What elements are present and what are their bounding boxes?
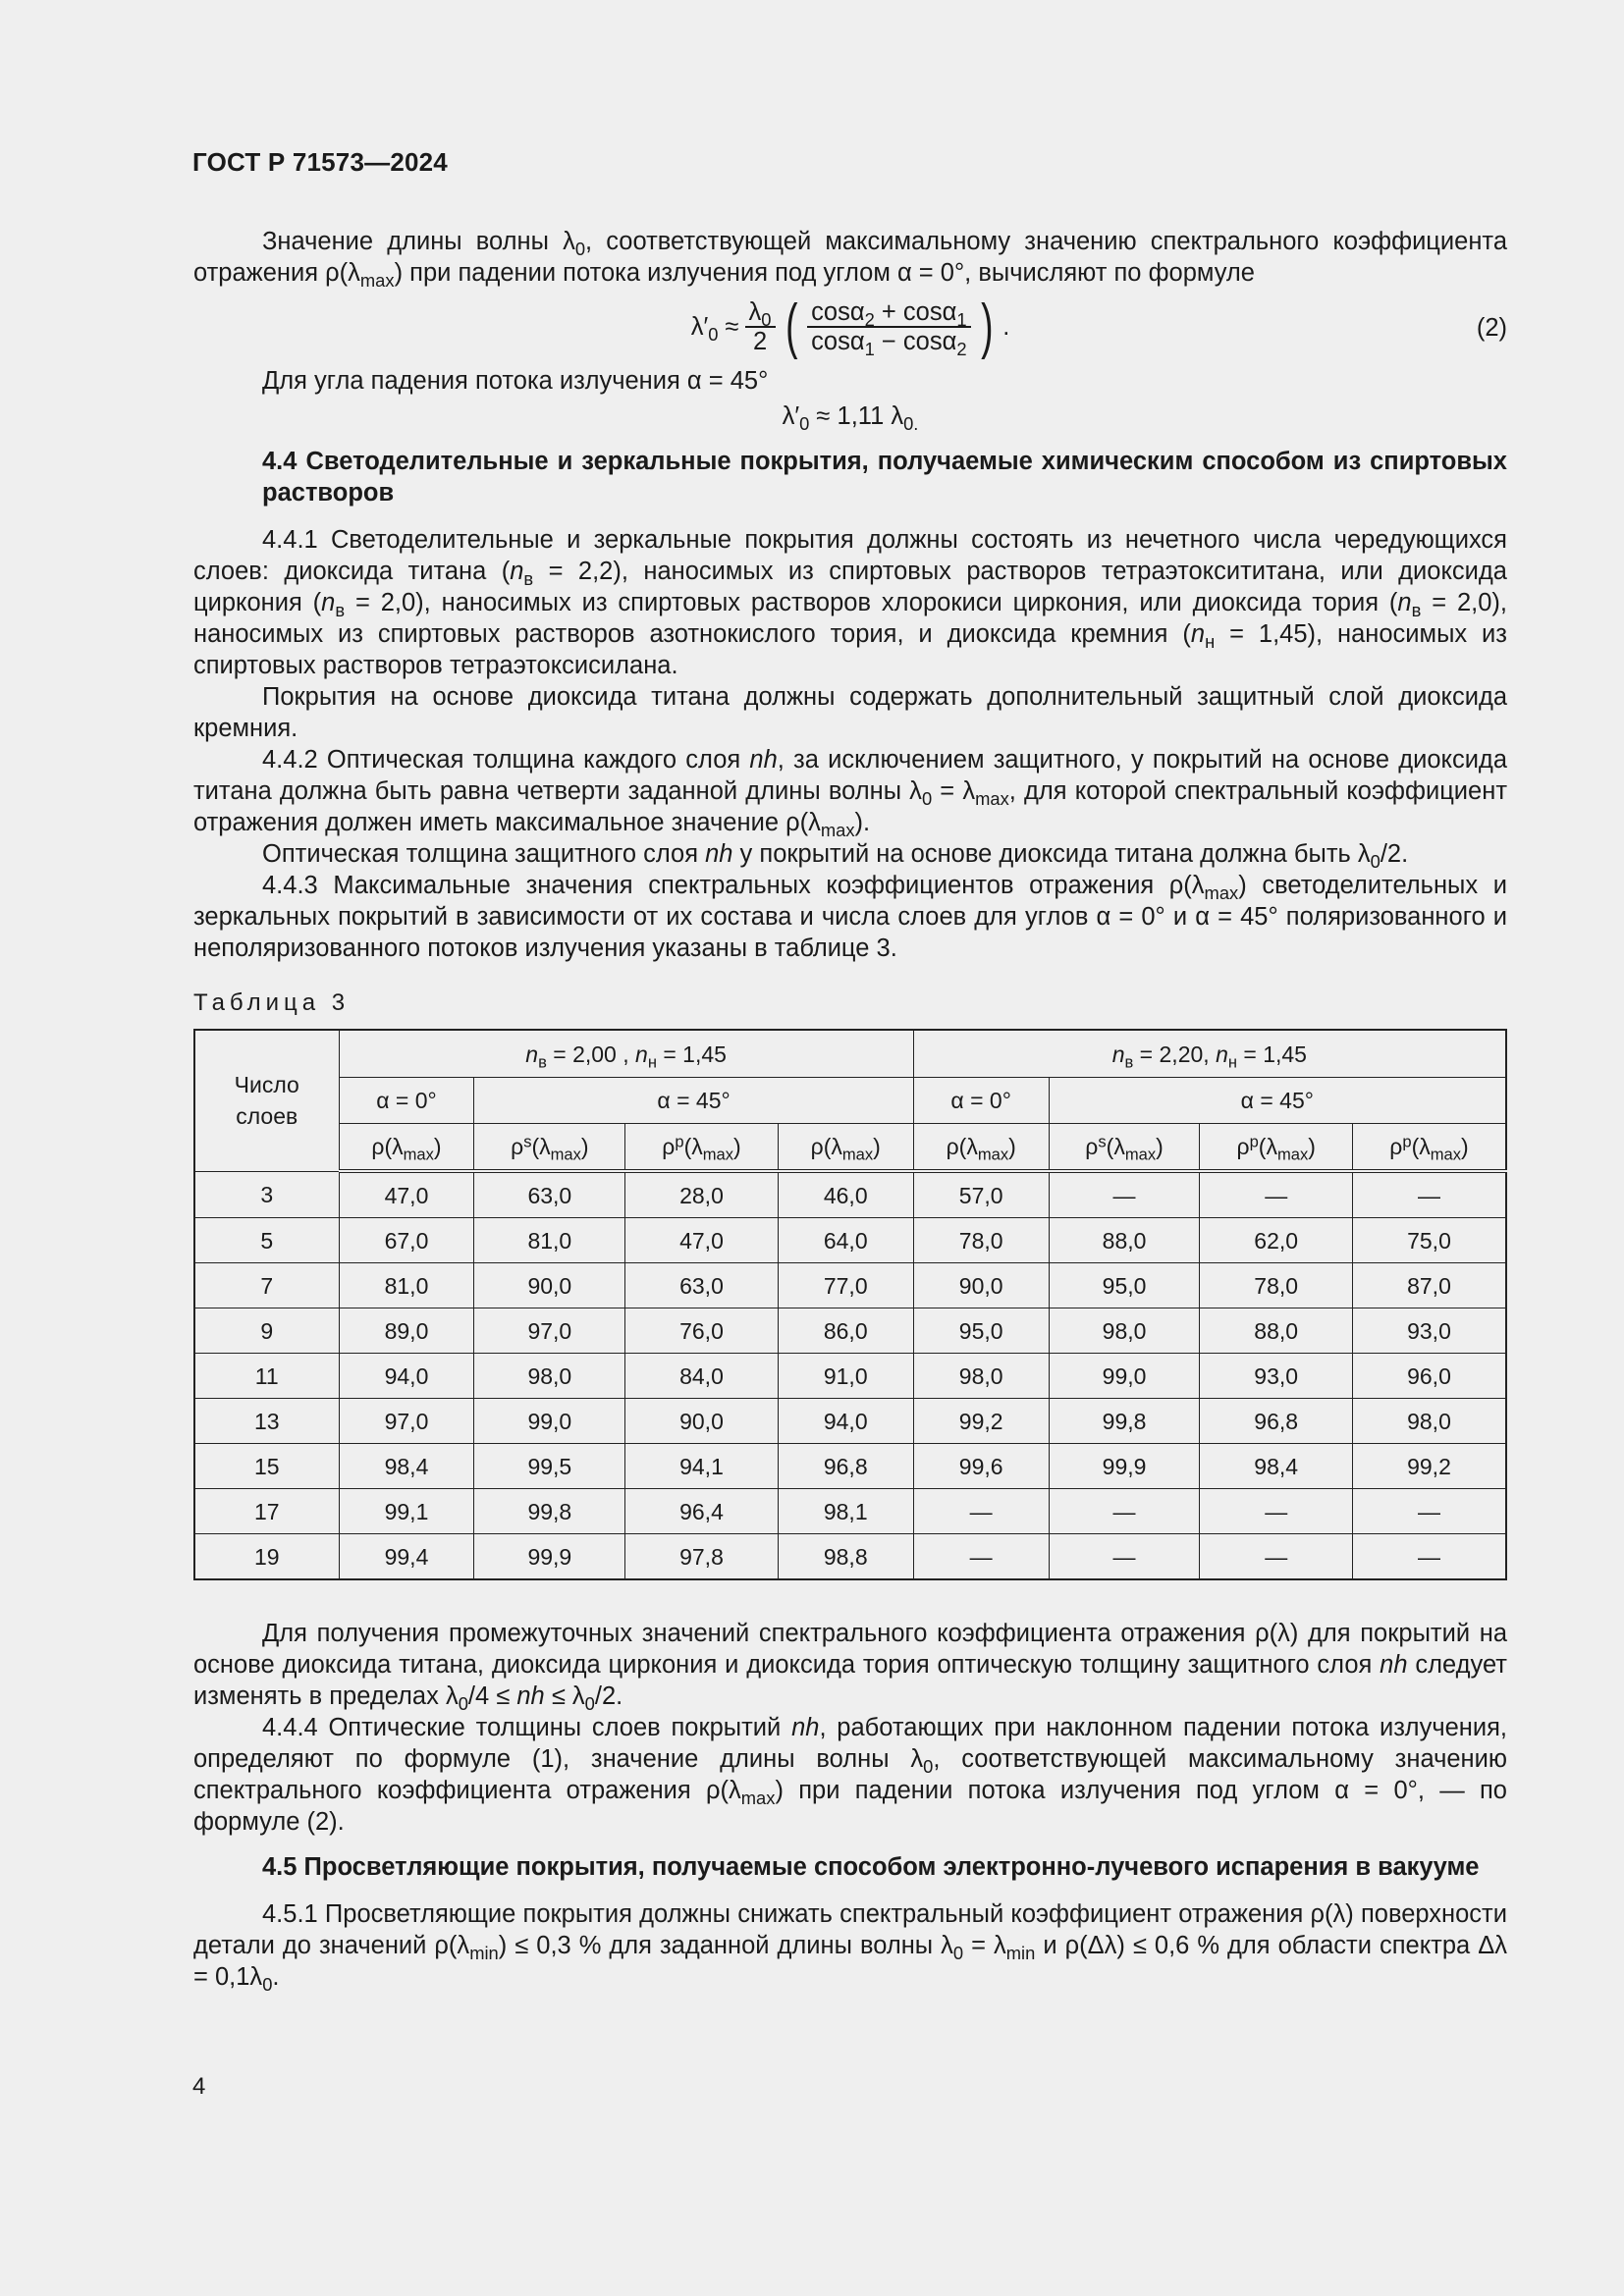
table-cell-layers: 5 [194, 1218, 339, 1263]
table-cell-value: 99,2 [1352, 1444, 1506, 1489]
table-cell-value: 97,8 [625, 1534, 779, 1580]
paragraph-4-4-3: 4.4.3 Максимальные значения спектральных коэффициентов отражения $\rho(\lambda_{max})$ светоделительных и зеркальных покрытий в зависимости от их состава и числа слоев для углов α = 0° и α = 45° поляризованного и неполяризованного потоков излучения указаны в таблице 3. [193, 872, 1507, 962]
table-cell-layers: 13 [194, 1399, 339, 1444]
table-cell-value: 99,8 [1049, 1399, 1200, 1444]
table-cell-value: 63,0 [625, 1263, 779, 1308]
table-cell-value: 94,0 [339, 1354, 474, 1399]
table-cell-value: 96,8 [778, 1444, 913, 1489]
table-cell-value: 63,0 [474, 1171, 625, 1218]
table-cell-value: 90,0 [625, 1399, 779, 1444]
section-title-4-5: 4.5 Просветляющие покрытия, получаемые способом электронно-лучевого испарения в вакууме [262, 1853, 1480, 1881]
table-cell-value: 99,9 [1049, 1444, 1200, 1489]
table-cell-value: 98,1 [778, 1489, 913, 1534]
table-cell-value: 93,0 [1352, 1308, 1506, 1354]
table-cell-value: 96,0 [1352, 1354, 1506, 1399]
table-cell-value: 99,5 [474, 1444, 625, 1489]
table-subheader: $\rho^s(\lambda_{max})$ [474, 1124, 625, 1172]
table-cell-value: — [1352, 1171, 1506, 1218]
formula-approx-45: $\lambda'_0 \approx 1,11$ $\lambda_{0.}$ [782, 402, 919, 434]
table-subheader: $\rho(\lambda_{max})$ [778, 1124, 913, 1172]
table-cell-value: 78,0 [1200, 1263, 1353, 1308]
paragraph-4-4-4: 4.4.4 Оптические толщины слоев покрытий nh, работающих при наклонном падении потока излучения, определяют по формуле (1), значение длины волны $\lambda_0$, соответствующей максимальному значению спектрального коэффициента отражения $\rho(\lambda_{max})$ при падении потока излучения под углом α = 0°, — по формуле (2). [193, 1714, 1507, 1836]
table-cell-value: 97,0 [474, 1308, 625, 1354]
formula-2: $\lambda'_0$ ≈ $\frac{\lambda_0}{2}$ ( $\frac{\cos\alpha_2 + \cos\alpha_1}{\cos\alpha_1 - \cos\alpha_2}$ ) . (2) [690, 293, 1507, 360]
table-cell-layers: 19 [194, 1534, 339, 1580]
table-cell-value: 98,4 [1200, 1444, 1353, 1489]
table-row [194, 1354, 1506, 1399]
table-row [194, 1171, 1506, 1218]
table-header-layers: Число слоев [194, 1030, 339, 1171]
table-cell-value: 76,0 [625, 1308, 779, 1354]
table-cell-value: 99,0 [474, 1399, 625, 1444]
table-cell-value: 46,0 [778, 1171, 913, 1218]
table-cell-value: 91,0 [778, 1354, 913, 1399]
table-cell-value: 67,0 [339, 1218, 474, 1263]
table-cell-value: 95,0 [913, 1308, 1049, 1354]
table-cell-value: — [1049, 1534, 1200, 1580]
table-cell-value: 90,0 [913, 1263, 1049, 1308]
paragraph-intermediate-values: Для получения промежуточных значений спектрального коэффициента отражения ρ(λ) для покрытий на основе диоксида титана, диоксида циркония и диоксида тория оптическую толщину защитного слоя nh следует изменять в пределах $\lambda_0/4$ ≤ nh ≤ $\lambda_0/2$. [193, 1620, 1507, 1714]
document-header: ГОСТ Р 71573—2024 [192, 147, 448, 177]
table-header-group-1: $n_в = 2,00$ , $n_н = 1,45$ [339, 1030, 913, 1078]
table-cell-value: — [1352, 1534, 1506, 1580]
table-cell-value: — [1200, 1171, 1353, 1218]
table-subheader: $\rho(\lambda_{max})$ [913, 1124, 1049, 1172]
table-cell-value: — [1352, 1489, 1506, 1534]
table-cell-value: 93,0 [1200, 1354, 1353, 1399]
table-caption: Таблица 3 [193, 989, 351, 1016]
table-cell-value: 87,0 [1352, 1263, 1506, 1308]
table-cell-value: 99,1 [339, 1489, 474, 1534]
table-cell-value: — [1049, 1171, 1200, 1218]
table-3 [193, 1029, 1507, 1580]
table-cell-layers: 9 [194, 1308, 339, 1354]
table-cell-value: 99,2 [913, 1399, 1049, 1444]
paragraph-4-4-2-protective: Оптическая толщина защитного слоя nh у покрытий на основе диоксида титана должна быть $\lambda_0/2$. [262, 840, 1409, 872]
paragraph-angle-45: Для угла падения потока излучения α = 45° [262, 367, 769, 395]
formula-fraction-lambda: $\frac{\lambda_0}{2}$ [745, 298, 776, 355]
table-cell-value: 47,0 [625, 1218, 779, 1263]
table-cell-value: 84,0 [625, 1354, 779, 1399]
table-cell-value: 98,0 [1352, 1399, 1506, 1444]
paragraph-4-4-1-protective: Покрытия на основе диоксида титана должны содержать дополнительный защитный слой диоксида кремния. [193, 683, 1507, 742]
table-cell-value: — [1049, 1489, 1200, 1534]
table-cell-value: 98,0 [474, 1354, 625, 1399]
document-body [193, 226, 1507, 1993]
table-cell-value: 99,4 [339, 1534, 474, 1580]
table-cell-value: 81,0 [339, 1263, 474, 1308]
paragraph-4-4-2: 4.4.2 Оптическая толщина каждого слоя nh, за исключением защитного, у покрытий на основе диоксида титана должна быть равна четверти заданной длины волны $\lambda_0 = \lambda_{max}$, для которой спектральный коэффициент отражения должен иметь максимальное значение $\rho(\lambda_{max})$. [193, 746, 1507, 840]
table-cell-value: 81,0 [474, 1218, 625, 1263]
table-header-alpha-45: α = 45° [474, 1078, 913, 1124]
table-header-alpha-0: α = 0° [913, 1078, 1049, 1124]
table-cell-value: 94,1 [625, 1444, 779, 1489]
table-row [194, 1218, 1506, 1263]
section-title-4-4: 4.4 Светоделительные и зеркальные покрытия, получаемые химическим способом из спиртовых растворов [262, 448, 1507, 507]
table-subheader: $\rho(\lambda_{max})$ [339, 1124, 474, 1172]
table-cell-value: — [913, 1489, 1049, 1534]
table-cell-value: 99,8 [474, 1489, 625, 1534]
table-cell-layers: 7 [194, 1263, 339, 1308]
formula-fraction-cos: $\frac{\cos\alpha_2 + \cos\alpha_1}{\cos\alpha_1 - \cos\alpha_2}$ [807, 298, 970, 355]
table-cell-value: 94,0 [778, 1399, 913, 1444]
table-cell-value: 88,0 [1049, 1218, 1200, 1263]
table-header-alpha-45: α = 45° [1049, 1078, 1506, 1124]
table-row [194, 1489, 1506, 1534]
table-cell-value: 99,0 [1049, 1354, 1200, 1399]
table-cell-value: — [1200, 1534, 1353, 1580]
table-cell-value: 90,0 [474, 1263, 625, 1308]
table-cell-value: 89,0 [339, 1308, 474, 1354]
paragraph-4-5-1: 4.5.1 Просветляющие покрытия должны снижать спектральный коэффициент отражения ρ(λ) поверхности детали до значений $\rho(\lambda_{min}) \le 0,3$ % для заданной длины волны $\lambda_0 = \lambda_{min}$ и ρ(Δλ) ≤ 0,6 % для области спектра $\Delta\lambda = 0,1\lambda_0$. [193, 1900, 1507, 1995]
table-cell-value: 95,0 [1049, 1263, 1200, 1308]
table-cell-value: 75,0 [1352, 1218, 1506, 1263]
table-cell-value: 62,0 [1200, 1218, 1353, 1263]
table-subheader: $\rho^p(\lambda_{max})$ [625, 1124, 779, 1172]
table-cell-value: — [1200, 1489, 1353, 1534]
table-cell-layers: 3 [194, 1171, 339, 1218]
table-cell-value: 57,0 [913, 1171, 1049, 1218]
table-cell-value: 28,0 [625, 1171, 779, 1218]
table-cell-layers: 15 [194, 1444, 339, 1489]
table-subheader: $\rho^s(\lambda_{max})$ [1049, 1124, 1200, 1172]
table-header-group-2: $n_в = 2,20$, $n_н = 1,45$ [913, 1030, 1506, 1078]
table-row [194, 1263, 1506, 1308]
paragraph-lambda-intro: Значение длины волны $\lambda_0$, соответствующей максимальному значению спектрального коэффициента отражения $\rho(\lambda_{max})$ при падении потока излучения под углом α = 0°, вычисляют по формуле [193, 228, 1507, 291]
table-cell-value: 88,0 [1200, 1308, 1353, 1354]
table-cell-value: 98,8 [778, 1534, 913, 1580]
table-row [194, 1534, 1506, 1580]
table-cell-value: 96,4 [625, 1489, 779, 1534]
table-cell-value: — [913, 1534, 1049, 1580]
table-cell-value: 99,9 [474, 1534, 625, 1580]
table-cell-value: 98,4 [339, 1444, 474, 1489]
table-cell-layers: 11 [194, 1354, 339, 1399]
table-header-alpha-0: α = 0° [339, 1078, 474, 1124]
table-row [194, 1444, 1506, 1489]
table-cell-value: 78,0 [913, 1218, 1049, 1263]
table-subheader: $\rho^p(\lambda_{max})$ [1200, 1124, 1353, 1172]
table-cell-value: 96,8 [1200, 1399, 1353, 1444]
table-cell-value: 97,0 [339, 1399, 474, 1444]
paragraph-4-4-1: 4.4.1 Светоделительные и зеркальные покрытия должны состоять из нечетного числа чередующихся слоев: диоксида титана $(n_в = 2,2)$, наносимых из спиртовых растворов тетраэтоксититана, или диоксида циркония $(n_в = 2,0)$, наносимых из спиртовых растворов хлорокиси циркония, или диоксида тория $(n_в = 2,0)$, наносимых из спиртовых растворов азотнокислого тория, и диоксида кремния $(n_н = 1,45)$, наносимых из спиртовых растворов тетраэтоксисилана. [193, 526, 1507, 679]
page-number: 4 [192, 2073, 206, 2100]
table-row [194, 1399, 1506, 1444]
table-cell-value: 64,0 [778, 1218, 913, 1263]
table-cell-value: 98,0 [1049, 1308, 1200, 1354]
table-cell-value: 99,6 [913, 1444, 1049, 1489]
table-cell-layers: 17 [194, 1489, 339, 1534]
table-cell-value: 98,0 [913, 1354, 1049, 1399]
equation-number: (2) [1476, 314, 1507, 342]
table-cell-value: 77,0 [778, 1263, 913, 1308]
table-subheader: $\rho^p(\lambda_{max})$ [1352, 1124, 1506, 1172]
table-row [194, 1308, 1506, 1354]
table-cell-value: 86,0 [778, 1308, 913, 1354]
table-cell-value: 47,0 [339, 1171, 474, 1218]
